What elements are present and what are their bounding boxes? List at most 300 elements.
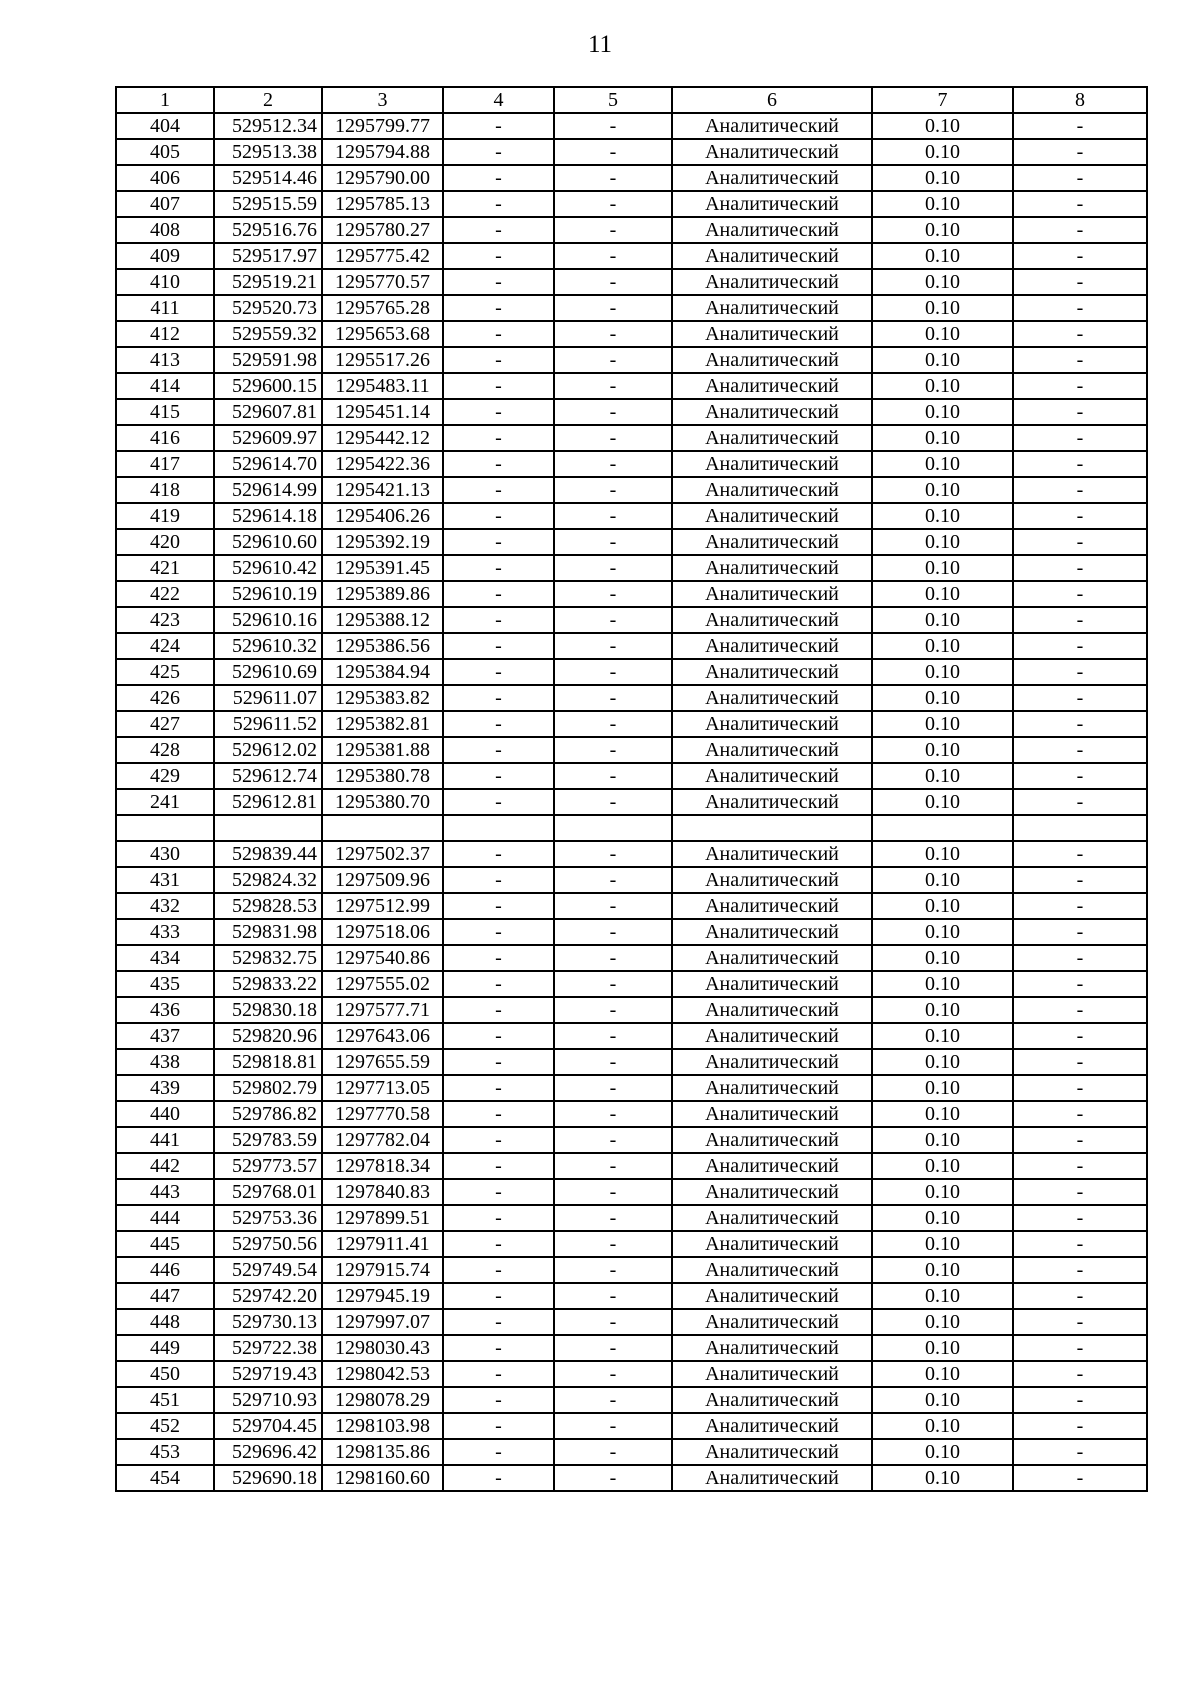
table-cell: 0.10 (872, 1127, 1013, 1153)
table-cell: 529831.98 (214, 919, 322, 945)
table-row (116, 1153, 1147, 1179)
table-cell: - (443, 1439, 554, 1465)
table-cell: Аналитический (672, 503, 872, 529)
table-cell: - (443, 165, 554, 191)
table-cell: 529591.98 (214, 347, 322, 373)
table-cell: 529802.79 (214, 1075, 322, 1101)
table-cell: 445 (116, 1231, 214, 1257)
table-cell: - (1013, 1361, 1147, 1387)
table-row (116, 243, 1147, 269)
table-cell: 1295451.14 (322, 399, 443, 425)
table-cell: 0.10 (872, 1283, 1013, 1309)
table-cell: 443 (116, 1179, 214, 1205)
table-row (116, 1361, 1147, 1387)
table-cell: - (443, 1101, 554, 1127)
table-row (116, 1309, 1147, 1335)
table-cell: 241 (116, 789, 214, 815)
table-cell (443, 815, 554, 841)
table-cell: - (443, 1413, 554, 1439)
table-cell: - (554, 555, 672, 581)
table-cell: 0.10 (872, 893, 1013, 919)
table-cell: - (554, 139, 672, 165)
table-cell: - (1013, 503, 1147, 529)
table-cell: - (443, 139, 554, 165)
table-cell: 1298103.98 (322, 1413, 443, 1439)
table-cell: - (554, 763, 672, 789)
table-row (116, 1023, 1147, 1049)
table-cell: - (1013, 581, 1147, 607)
table-row (116, 1127, 1147, 1153)
table-cell: - (554, 711, 672, 737)
table-cell: 1295389.86 (322, 581, 443, 607)
table-cell: Аналитический (672, 789, 872, 815)
table-cell: - (1013, 347, 1147, 373)
table-cell: 0.10 (872, 139, 1013, 165)
table-cell: 529600.15 (214, 373, 322, 399)
table-cell: 414 (116, 373, 214, 399)
table-cell: - (443, 347, 554, 373)
table-row (116, 1413, 1147, 1439)
table-cell: Аналитический (672, 1101, 872, 1127)
table-cell: - (554, 1127, 672, 1153)
table-row (116, 1283, 1147, 1309)
table-cell: 0.10 (872, 867, 1013, 893)
table-cell: - (443, 1283, 554, 1309)
table-cell: Аналитический (672, 451, 872, 477)
table-cell: 1295770.57 (322, 269, 443, 295)
table-cell: - (1013, 997, 1147, 1023)
table-cell: 0.10 (872, 1361, 1013, 1387)
table-cell: - (1013, 1049, 1147, 1075)
table-cell: 454 (116, 1465, 214, 1491)
table-cell: - (443, 425, 554, 451)
table-row (116, 815, 1147, 841)
table-row (116, 165, 1147, 191)
table-cell: - (1013, 1283, 1147, 1309)
table-cell: - (443, 659, 554, 685)
table-cell: - (554, 425, 672, 451)
table-cell: 447 (116, 1283, 214, 1309)
table-cell: 529730.13 (214, 1309, 322, 1335)
table-cell: 1297818.34 (322, 1153, 443, 1179)
table-cell: - (443, 1309, 554, 1335)
table-cell: 1295392.19 (322, 529, 443, 555)
table-cell: 529722.38 (214, 1335, 322, 1361)
table-body (116, 113, 1147, 1491)
table-cell: 409 (116, 243, 214, 269)
table-cell: - (554, 1179, 672, 1205)
table-cell: - (1013, 1075, 1147, 1101)
table-cell: 529753.36 (214, 1205, 322, 1231)
table-cell: 529690.18 (214, 1465, 322, 1491)
table-cell: Аналитический (672, 685, 872, 711)
table-cell: 0.10 (872, 503, 1013, 529)
column-header: 3 (322, 87, 443, 113)
table-cell: - (554, 1283, 672, 1309)
table-cell: 448 (116, 1309, 214, 1335)
table-cell: - (1013, 841, 1147, 867)
table-cell: - (1013, 1023, 1147, 1049)
table-cell: 1295386.56 (322, 633, 443, 659)
table-cell: 0.10 (872, 1465, 1013, 1491)
table-row (116, 295, 1147, 321)
table-cell: 0.10 (872, 321, 1013, 347)
table-cell: - (554, 529, 672, 555)
table-row (116, 399, 1147, 425)
table-cell: 0.10 (872, 1413, 1013, 1439)
table-row (116, 867, 1147, 893)
table-cell: 529830.18 (214, 997, 322, 1023)
column-header: 5 (554, 87, 672, 113)
table-cell: - (1013, 165, 1147, 191)
table-cell: Аналитический (672, 659, 872, 685)
table-cell: 529609.97 (214, 425, 322, 451)
table-cell: - (1013, 1413, 1147, 1439)
table-cell: 0.10 (872, 165, 1013, 191)
table-cell: - (443, 477, 554, 503)
table-cell: Аналитический (672, 1075, 872, 1101)
table-cell: Аналитический (672, 1283, 872, 1309)
table-row (116, 1101, 1147, 1127)
table-row (116, 971, 1147, 997)
table-cell: 1297518.06 (322, 919, 443, 945)
table-cell: 449 (116, 1335, 214, 1361)
table-cell: 0.10 (872, 243, 1013, 269)
table-cell: - (443, 529, 554, 555)
table-cell: - (1013, 1127, 1147, 1153)
table-cell: 432 (116, 893, 214, 919)
table-cell: 529610.19 (214, 581, 322, 607)
table-cell: - (1013, 1387, 1147, 1413)
table-cell: Аналитический (672, 399, 872, 425)
table-cell: - (443, 1387, 554, 1413)
table-row (116, 1335, 1147, 1361)
table-cell: - (554, 1387, 672, 1413)
table-row (116, 685, 1147, 711)
table-cell: - (554, 1205, 672, 1231)
table-cell: 529610.16 (214, 607, 322, 633)
table-cell (116, 815, 214, 841)
table-cell: 529710.93 (214, 1387, 322, 1413)
table-cell: - (1013, 477, 1147, 503)
table-cell: - (1013, 1231, 1147, 1257)
table-cell: 450 (116, 1361, 214, 1387)
table-cell: 442 (116, 1153, 214, 1179)
table-cell: 529768.01 (214, 1179, 322, 1205)
table-cell: Аналитический (672, 1127, 872, 1153)
table-cell: 1295421.13 (322, 477, 443, 503)
table-cell: - (443, 451, 554, 477)
table-cell: 529742.20 (214, 1283, 322, 1309)
table-cell: - (554, 789, 672, 815)
table-cell: 424 (116, 633, 214, 659)
table-cell: 529610.69 (214, 659, 322, 685)
table-cell: 529515.59 (214, 191, 322, 217)
table-cell: 529611.52 (214, 711, 322, 737)
table-cell: 438 (116, 1049, 214, 1075)
table-cell: 0.10 (872, 113, 1013, 139)
table-cell: 529610.32 (214, 633, 322, 659)
table-cell: 407 (116, 191, 214, 217)
table-cell: - (554, 919, 672, 945)
table-cell (322, 815, 443, 841)
table-cell: 0.10 (872, 269, 1013, 295)
table-row (116, 451, 1147, 477)
table-cell: Аналитический (672, 1465, 872, 1491)
table-cell: 452 (116, 1413, 214, 1439)
table-cell: Аналитический (672, 243, 872, 269)
table-cell: 1297899.51 (322, 1205, 443, 1231)
table-cell: 1297509.96 (322, 867, 443, 893)
table-row (116, 503, 1147, 529)
table-cell: 1297540.86 (322, 945, 443, 971)
table-cell: 411 (116, 295, 214, 321)
table-cell: - (443, 1023, 554, 1049)
table-cell: - (1013, 295, 1147, 321)
table-cell: - (443, 1231, 554, 1257)
table-cell: 429 (116, 763, 214, 789)
table-cell: Аналитический (672, 1023, 872, 1049)
table-cell: - (1013, 139, 1147, 165)
table-cell: 1297770.58 (322, 1101, 443, 1127)
table-cell: - (1013, 763, 1147, 789)
table-cell: 1297915.74 (322, 1257, 443, 1283)
table-cell: - (443, 1205, 554, 1231)
table-cell: 0.10 (872, 919, 1013, 945)
table-cell: 422 (116, 581, 214, 607)
table-cell: 439 (116, 1075, 214, 1101)
table-cell: Аналитический (672, 113, 872, 139)
table-cell: 529839.44 (214, 841, 322, 867)
table-cell: 421 (116, 555, 214, 581)
table-cell: - (1013, 113, 1147, 139)
table-cell: - (443, 191, 554, 217)
table-cell: - (443, 607, 554, 633)
table-cell: 1298135.86 (322, 1439, 443, 1465)
table-cell: - (1013, 1257, 1147, 1283)
table-cell: Аналитический (672, 1049, 872, 1075)
table-cell: - (1013, 1101, 1147, 1127)
table-cell: 0.10 (872, 1335, 1013, 1361)
column-header: 1 (116, 87, 214, 113)
table-cell (672, 815, 872, 841)
table-cell: - (443, 1179, 554, 1205)
table-cell: - (443, 789, 554, 815)
table-cell: - (1013, 1179, 1147, 1205)
table-cell: - (554, 1049, 672, 1075)
column-header: 4 (443, 87, 554, 113)
table-cell: - (554, 581, 672, 607)
table-cell: 0.10 (872, 1075, 1013, 1101)
table-cell: - (443, 1075, 554, 1101)
table-cell: 529719.43 (214, 1361, 322, 1387)
table-cell: 529832.75 (214, 945, 322, 971)
table-cell: Аналитический (672, 139, 872, 165)
table-cell: 0.10 (872, 529, 1013, 555)
table-cell: 529704.45 (214, 1413, 322, 1439)
table-cell: 453 (116, 1439, 214, 1465)
table-cell: 529612.74 (214, 763, 322, 789)
table-cell: - (554, 945, 672, 971)
table-cell: - (1013, 217, 1147, 243)
table-row (116, 841, 1147, 867)
table-cell: 529820.96 (214, 1023, 322, 1049)
table-cell: 529833.22 (214, 971, 322, 997)
table-cell: Аналитический (672, 321, 872, 347)
table-cell: 529611.07 (214, 685, 322, 711)
table-cell: 529783.59 (214, 1127, 322, 1153)
table-cell: - (554, 607, 672, 633)
table-cell: - (554, 347, 672, 373)
table-cell: - (1013, 1465, 1147, 1491)
table-cell: 0.10 (872, 711, 1013, 737)
table-cell: - (1013, 425, 1147, 451)
table-row (116, 321, 1147, 347)
table-cell: - (443, 997, 554, 1023)
table-cell: - (554, 1361, 672, 1387)
table-cell: - (1013, 1309, 1147, 1335)
table-cell: - (554, 867, 672, 893)
table-cell: 0.10 (872, 737, 1013, 763)
table-cell: Аналитический (672, 1231, 872, 1257)
table-cell: 0.10 (872, 971, 1013, 997)
table-cell: 1298042.53 (322, 1361, 443, 1387)
table-cell: 0.10 (872, 477, 1013, 503)
table-cell: 434 (116, 945, 214, 971)
table-cell: 0.10 (872, 1309, 1013, 1335)
table-cell: 1298030.43 (322, 1335, 443, 1361)
table-cell: 0.10 (872, 1231, 1013, 1257)
table-cell: 405 (116, 139, 214, 165)
table-cell: Аналитический (672, 1153, 872, 1179)
table-cell: - (1013, 373, 1147, 399)
table-cell: - (443, 1361, 554, 1387)
table-cell: 423 (116, 607, 214, 633)
table-cell: 1295388.12 (322, 607, 443, 633)
table-cell: 1295391.45 (322, 555, 443, 581)
table-cell: - (554, 841, 672, 867)
table-cell: 1295381.88 (322, 737, 443, 763)
table-cell: 430 (116, 841, 214, 867)
table-cell: 0.10 (872, 841, 1013, 867)
table-cell: Аналитический (672, 1335, 872, 1361)
table-cell: 1295794.88 (322, 139, 443, 165)
table-cell: 426 (116, 685, 214, 711)
table-cell: - (554, 1075, 672, 1101)
table-cell: 1298078.29 (322, 1387, 443, 1413)
table-cell: - (554, 685, 672, 711)
table-cell: - (443, 581, 554, 607)
table-cell: 1297997.07 (322, 1309, 443, 1335)
table-cell: - (554, 269, 672, 295)
table-cell: 0.10 (872, 295, 1013, 321)
table-cell: - (1013, 321, 1147, 347)
table-cell: 1295483.11 (322, 373, 443, 399)
table-cell: Аналитический (672, 269, 872, 295)
table-cell: 529514.46 (214, 165, 322, 191)
table-cell: 404 (116, 113, 214, 139)
table-cell: Аналитический (672, 373, 872, 399)
table-cell: - (443, 1335, 554, 1361)
table-cell: - (1013, 893, 1147, 919)
table-cell: - (1013, 607, 1147, 633)
table-cell: - (443, 1257, 554, 1283)
table-cell: 1295775.42 (322, 243, 443, 269)
table-cell: 529828.53 (214, 893, 322, 919)
table-cell: - (443, 555, 554, 581)
table-cell: - (443, 373, 554, 399)
table-cell: - (443, 295, 554, 321)
table-cell: - (1013, 659, 1147, 685)
table-cell: 1295780.27 (322, 217, 443, 243)
table-cell: 0.10 (872, 1023, 1013, 1049)
table-cell: Аналитический (672, 529, 872, 555)
table-cell: 1297911.41 (322, 1231, 443, 1257)
table-cell: 1297713.05 (322, 1075, 443, 1101)
table-cell: - (554, 113, 672, 139)
table-cell: 0.10 (872, 1153, 1013, 1179)
table-cell: - (1013, 971, 1147, 997)
table-cell: - (554, 1101, 672, 1127)
table-cell: - (1013, 685, 1147, 711)
table-cell: 1297577.71 (322, 997, 443, 1023)
table-cell: 529610.60 (214, 529, 322, 555)
table-cell: 1295383.82 (322, 685, 443, 711)
table-cell: 0.10 (872, 347, 1013, 373)
table-cell: 413 (116, 347, 214, 373)
table-cell: Аналитический (672, 295, 872, 321)
table-cell: - (443, 685, 554, 711)
table-cell: - (1013, 243, 1147, 269)
table-cell: - (443, 503, 554, 529)
table-row (116, 217, 1147, 243)
table-cell: 0.10 (872, 1179, 1013, 1205)
table-cell: Аналитический (672, 1179, 872, 1205)
table-cell: 1297655.59 (322, 1049, 443, 1075)
table-cell: 1295384.94 (322, 659, 443, 685)
table-cell: - (1013, 633, 1147, 659)
table-cell: 0.10 (872, 633, 1013, 659)
table-cell: - (554, 503, 672, 529)
table-cell: 1295380.78 (322, 763, 443, 789)
table-cell: - (443, 893, 554, 919)
table-cell: 417 (116, 451, 214, 477)
table-cell: 529559.32 (214, 321, 322, 347)
table-cell: 1295380.70 (322, 789, 443, 815)
table-cell: - (443, 737, 554, 763)
table-cell: - (443, 841, 554, 867)
table-cell: 1295790.00 (322, 165, 443, 191)
table-cell: - (554, 217, 672, 243)
table-cell: Аналитический (672, 607, 872, 633)
table-row (116, 737, 1147, 763)
table-cell: - (554, 191, 672, 217)
table-cell (872, 815, 1013, 841)
table-cell: 529516.76 (214, 217, 322, 243)
table-row (116, 893, 1147, 919)
table-cell: - (554, 893, 672, 919)
table-cell: 0.10 (872, 555, 1013, 581)
table-cell: 529749.54 (214, 1257, 322, 1283)
table-cell: 1295799.77 (322, 113, 443, 139)
table-cell: Аналитический (672, 893, 872, 919)
table-cell: - (554, 1257, 672, 1283)
table-cell: - (443, 269, 554, 295)
table-cell: 1298160.60 (322, 1465, 443, 1491)
table-cell: - (554, 165, 672, 191)
table-cell: - (1013, 789, 1147, 815)
table-cell: Аналитический (672, 971, 872, 997)
